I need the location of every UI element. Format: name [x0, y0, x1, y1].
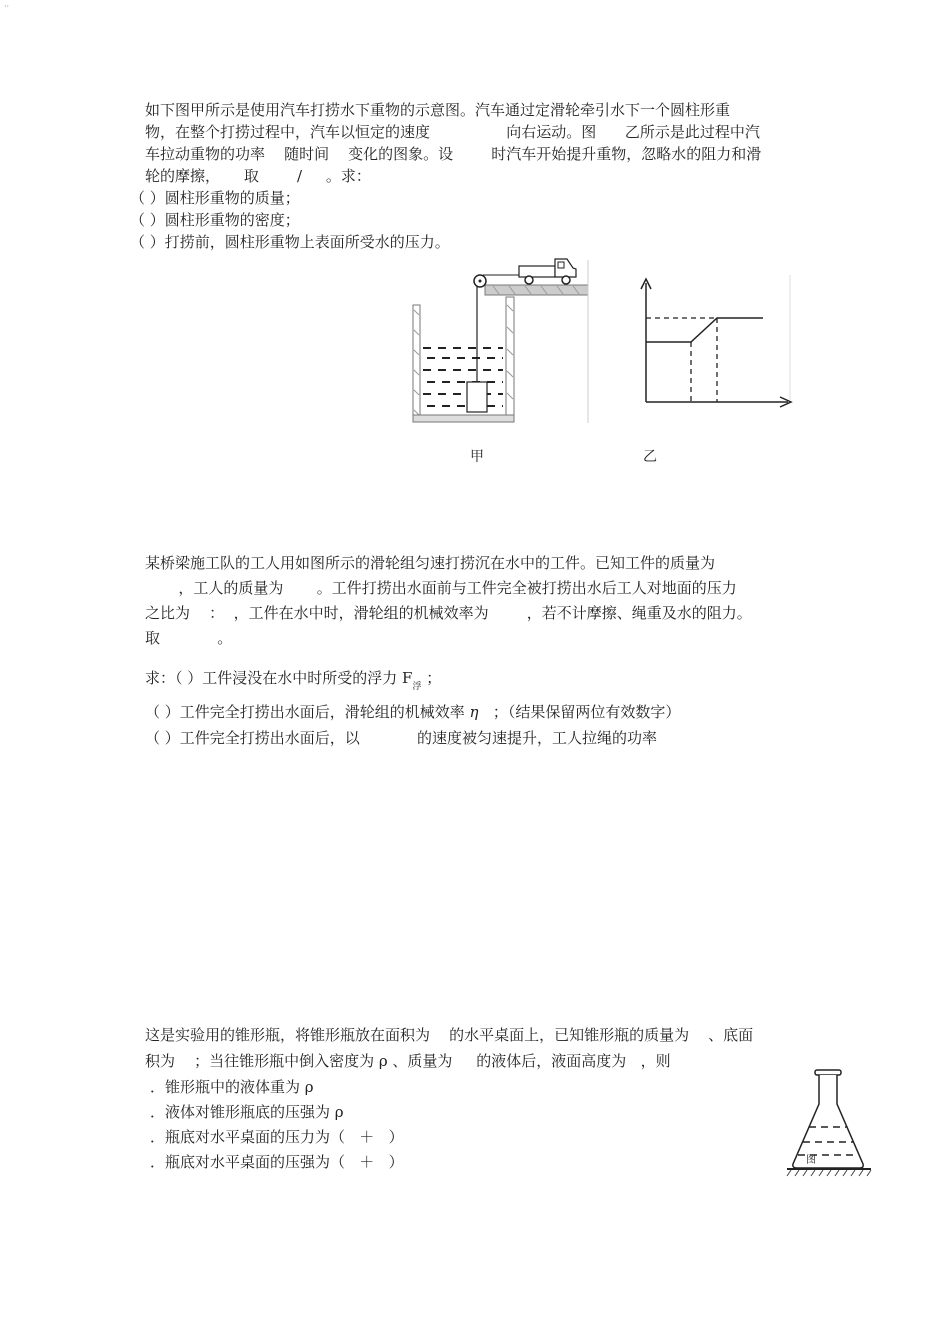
figure-jia-caption: 甲: [470, 449, 484, 465]
conical-flask-diagram: [785, 1068, 875, 1183]
problem-3-option-c: ．瓶底对水平桌面的压力为（ ＋ ）: [150, 1128, 404, 1146]
problem-1-question-1: （ ）圆柱形重物的质量；: [130, 189, 300, 207]
problem-3-option-b: ．液体对锥形瓶底的压强为 ρ: [150, 1103, 344, 1121]
problem-1-line-1: 如下图甲所示是使用汽车打捞水下重物的示意图。汽车通过定滑轮牵引水下一个圆柱形重: [145, 101, 731, 119]
problem-2-line-4: 取 。: [145, 629, 233, 647]
problem-1-question-3: （ ）打捞前，圆柱形重物上表面所受水的压力。: [130, 233, 450, 251]
problem-1-question-2: （ ）圆柱形重物的密度；: [130, 211, 300, 229]
corner-mark: ··: [4, 2, 10, 11]
problem-3-option-d: ．瓶底对水平桌面的压强为（ ＋ ）: [150, 1153, 404, 1171]
problem-2-question-1: [145, 667, 441, 692]
problem-2-line-3: 之比为 ： ，工件在水中时，滑轮组的机械效率为 ，若不计摩擦、绳重及水的阻力。: [145, 604, 752, 622]
q1-suffix: ；: [421, 669, 442, 687]
problem-1-line-2: 物，在整个打捞过程中，汽车以恒定的速度 向右运动。图 乙所示是此过程中汽: [145, 123, 760, 141]
q2-text: （ ）工件完全打捞出水面后，滑轮组的机械效率: [145, 703, 470, 721]
problem-3-line-1: 这是实验用的锥形瓶，将锥形瓶放在面积为 的水平桌面上，已知锥形瓶的质量为 、底面: [145, 1026, 754, 1044]
problem-3-option-a: ．锥形瓶中的液体重为 ρ: [150, 1078, 314, 1096]
q1-text: 求：（ ）工件浸没在水中时所受的浮力 F: [145, 669, 413, 687]
q2-suffix: ；（结果保留两位有效数字）: [478, 703, 681, 721]
problem-2-line-2: ，工人的质量为 。工件打捞出水面前与工件完全被打捞出水后工人对地面的压力: [145, 579, 737, 597]
problem-3-line-2: 积为 ；当往锥形瓶中倒入密度为 ρ 、质量为 的液体后，液面高度为 ，则: [145, 1052, 671, 1070]
problem-2-question-3: （ ）工件完全打捞出水面后，以 的速度被匀速提升，工人拉绳的功率: [145, 729, 657, 747]
eta-symbol: η: [469, 703, 479, 721]
figure-yi-caption: 乙: [643, 449, 657, 465]
problem-2-question-2: [145, 701, 680, 723]
buoyancy-subscript: 浮: [412, 682, 422, 692]
flask-figure-label: 图: [806, 1155, 816, 1166]
problem-1-line-3: 车拉动重物的功率 随时间 变化的图象。设 时汽车开始提升重物，忽略水的阻力和滑: [145, 145, 762, 163]
figure-jia-diagram: [405, 255, 595, 430]
problem-2-line-1: 某桥梁施工队的工人用如图所示的滑轮组匀速打捞沉在水中的工件。已知工件的质量为: [145, 554, 716, 572]
figure-yi-graph: [625, 275, 800, 410]
problem-1-line-4: 轮的摩擦， 取 / 。求：: [145, 167, 371, 185]
